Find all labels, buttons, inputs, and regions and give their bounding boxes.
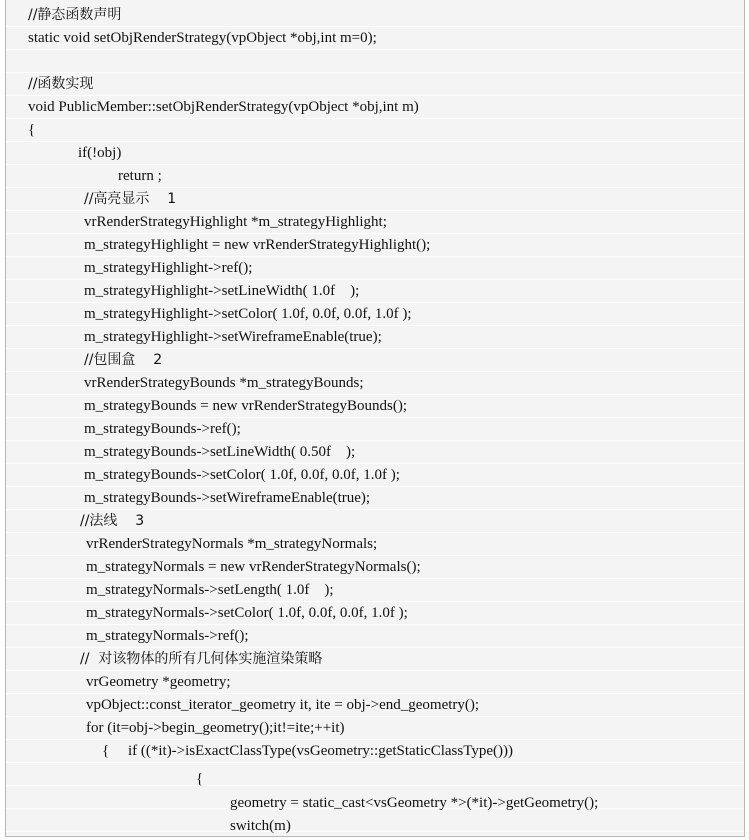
code-line: m_strategyNormals->setLength( 1.0f );: [86, 582, 334, 598]
code-line: vrRenderStrategyNormals *m_strategyNormals;: [86, 536, 378, 552]
code-line: m_strategyBounds = new vrRenderStrategyBounds();: [84, 398, 407, 414]
code-listing: [5, 0, 745, 837]
code-line: m_strategyNormals = new vrRenderStrategyNormals();: [86, 559, 421, 575]
code-line: vrRenderStrategyBounds *m_strategyBounds;: [84, 375, 364, 391]
code-line: m_strategyHighlight->ref();: [84, 260, 253, 276]
code-line: vpObject::const_iterator_geometry it, ite = obj->end_geometry();: [86, 697, 480, 713]
code-line: m_strategyBounds->setLineWidth( 0.50f );: [84, 444, 356, 460]
code-line: //包围盒 2: [84, 352, 163, 368]
code-line: for (it=obj->begin_geometry();it!=ite;++it): [86, 720, 345, 736]
code-line: m_strategyHighlight->setLineWidth( 1.0f );: [84, 283, 360, 299]
code-line: static void setObjRenderStrategy(vpObject *obj,int m=0);: [28, 30, 377, 46]
code-line: vrGeometry *geometry;: [86, 674, 231, 690]
code-line: //静态函数声明: [28, 7, 122, 23]
code-line: {: [28, 122, 36, 138]
code-line: m_strategyBounds->ref();: [84, 421, 241, 437]
code-line: switch(m): [230, 818, 291, 834]
code-line: m_strategyHighlight->setWireframeEnable(true);: [84, 329, 382, 345]
code-line: //函数实现: [28, 76, 94, 92]
code-line: vrRenderStrategyHighlight *m_strategyHighlight;: [84, 214, 387, 230]
code-line: {: [196, 771, 204, 787]
code-line: geometry = static_cast<vsGeometry *>(*it)->getGeometry();: [230, 795, 599, 811]
code-line: m_strategyBounds->setColor( 1.0f, 0.0f, 0.0f, 1.0f );: [84, 467, 400, 483]
code-line: return ;: [118, 168, 162, 184]
code-line: m_strategyHighlight = new vrRenderStrategyHighlight();: [84, 237, 431, 253]
code-line: m_strategyNormals->ref();: [86, 628, 249, 644]
code-line: m_strategyNormals->setColor( 1.0f, 0.0f, 0.0f, 1.0f );: [86, 605, 408, 621]
code-line: m_strategyHighlight->setColor( 1.0f, 0.0f, 0.0f, 1.0f );: [84, 306, 412, 322]
code-line: //高亮显示 1: [84, 191, 177, 207]
code-line: if(!obj): [78, 145, 122, 161]
code-line: { if ((*it)->isExactClassType(vsGeometry::getStaticClassType())): [102, 743, 513, 759]
code-line: m_strategyBounds->setWireframeEnable(true);: [84, 490, 371, 506]
code-line: void PublicMember::setObjRenderStrategy(vpObject *obj,int m): [28, 99, 419, 115]
code-line: // 对该物体的所有几何体实施渲染策略: [80, 651, 323, 667]
code-line: //法线 3: [80, 513, 145, 529]
